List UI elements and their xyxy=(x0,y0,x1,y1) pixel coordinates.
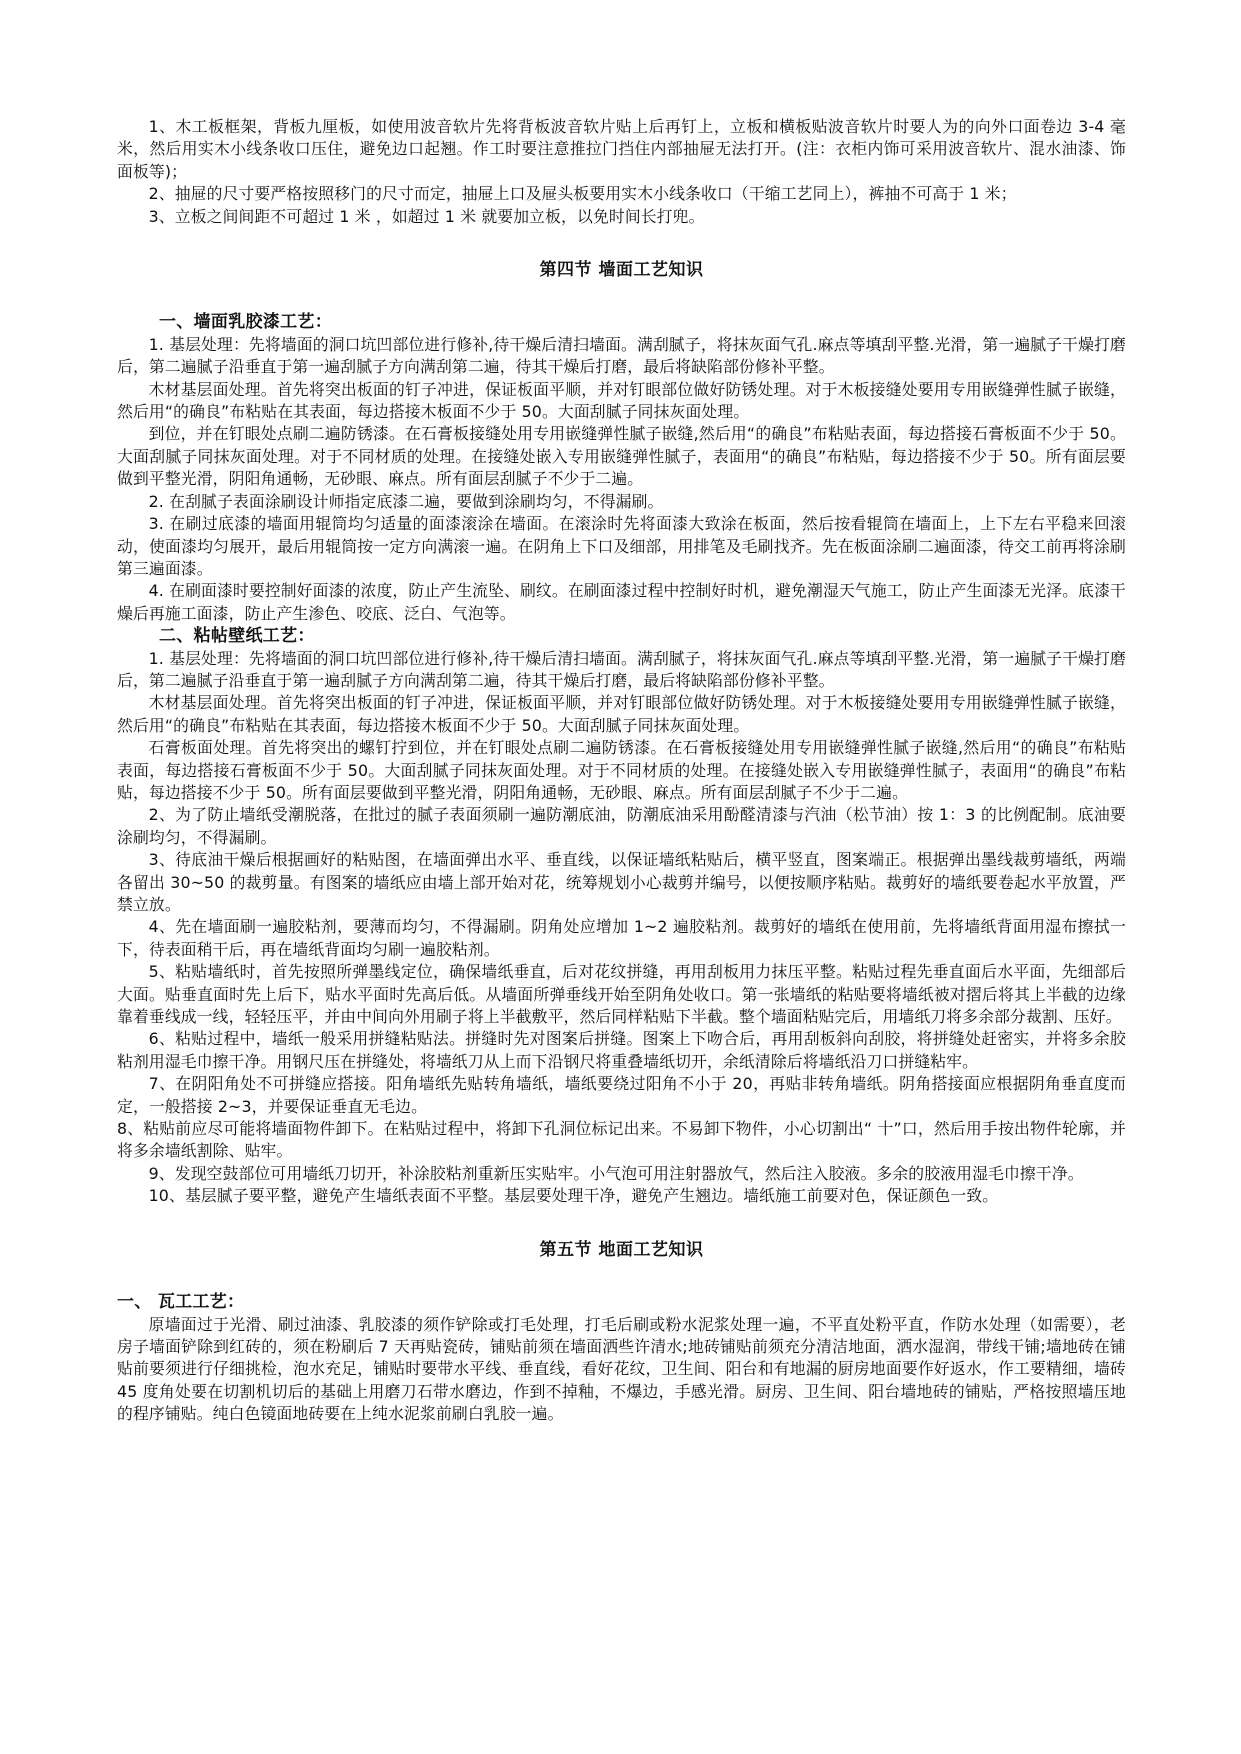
paragraph: 3、待底油干燥后根据画好的粘贴图，在墙面弹出水平、垂直线，以保证墙纸粘贴后，横平竖直，图案端正。根据弹出墨线裁剪墙纸，两端各留出 30~50 的裁剪量。有图案的墙纸应由墙上部开始对花，统筹规划小心裁剪并编号，以便按顺序粘贴。裁剪好的墙纸要卷起水平放置，严禁立放。 xyxy=(117,850,1126,914)
paragraph: 1. 基层处理：先将墙面的洞口坑凹部位进行修补,待干燥后清扫墙面。满刮腻子，将抹灰面气孔.麻点等填刮平整.光滑，第一遍腻子干燥打磨后，第二遍腻子沿垂直于第一遍刮腻子方向满刮第二遍，待其干燥后打磨，最后将缺陷部份修补平整。 xyxy=(117,334,1126,377)
paragraph: 石膏板面处理。首先将突出的螺钉拧到位，并在钉眼处点刷二遍防锈漆。在石膏板接缝处用专用嵌缝弹性腻子嵌缝,然后用“的确良”布粘贴表面，每边搭接石膏板面不少于 50。大面刮腻子同抹灰面处理。对于不同材质的处理。在接缝处嵌入专用嵌缝弹性腻子，表面用“的确良”布粘贴，每边搭接不少于 50。所有面层要做到平整光滑，阴阳角通畅，无砂眼、麻点。所有面层刮腻子不少于二遍。 xyxy=(117,738,1126,802)
paragraph: 3. 在刷过底漆的墙面用辊筒均匀适量的面漆滚涂在墙面。在滚涂时先将面漆大致涂在板面，然后按看辊筒在墙面上，上下左右平稳来回滚动，使面漆均匀展开，最后用辊筒按一定方向满滚一遍。在阴角上下口及细部，用排笔及毛刷找齐。先在板面涂刷二遍面漆，待交工前再将涂刷第三遍面漆。 xyxy=(117,514,1126,578)
section-title-wall: 第四节 墙面工艺知识 xyxy=(539,260,704,281)
paragraph: 2. 在刮腻子表面涂刷设计师指定底漆二遍，要做到涂刷均匀，不得漏刷。 xyxy=(148,491,664,511)
paragraph: 4、先在墙面刷一遍胶粘剂，要薄而均匀，不得漏刷。阴角处应增加 1~2 遍胶粘剂。裁剪好的墙纸在使用前，先将墙纸背面用湿布擦拭一下，待表面稍干后，再在墙纸背面均匀刷一遍胶粘剂。 xyxy=(117,917,1126,959)
cabinet-notes xyxy=(117,116,1126,228)
section-title-floor: 第五节 地面工艺知识 xyxy=(539,1239,704,1260)
subheading-tile-work: 一、 瓦工工艺： xyxy=(117,1292,245,1313)
paragraph: 木材基层面处理。首先将突出板面的钉子冲进，保证板面平顺，并对钉眼部位做好防锈处理。对于木板接缝处要用专用嵌缝弹性腻子嵌缝，然后用“的确良”布粘贴在其表面，每边搭接木板面不少于 50。大面刮腻子同抹灰面处理。 xyxy=(117,379,1126,422)
subheading-latex-paint: 一、墙面乳胶漆工艺： xyxy=(159,312,332,333)
paragraph: 9、发现空鼓部位可用墙纸刀切开，补涂胶粘剂重新压实贴牢。小气泡可用注射器放气，然后注入胶液。多余的胶液用湿毛巾擦干净。 xyxy=(148,1163,1084,1183)
paragraph: 2、为了防止墙纸受潮脱落，在批过的腻子表面须刷一遍防潮底油，防潮底油采用酚醛清漆与汽油（松节油）按 1：3 的比例配制。底油要涂刷均匀，不得漏刷。 xyxy=(117,805,1126,847)
paragraph: 6、粘贴过程中，墙纸一般采用拼缝粘贴法。拼缝时先对图案后拼缝。图案上下吻合后，再用刮板斜向刮胶，将拼缝处赶密实，并将多余胶粘剂用湿毛巾擦干净。用钢尺压在拼缝处，将墙纸刀从上而下沿钢尺将重叠墙纸切开，余纸清除后将墙纸沿刀口拼缝粘牢。 xyxy=(117,1029,1126,1071)
paragraph: 原墙面过于光滑、刷过油漆、乳胶漆的须作铲除或打毛处理，打毛后刷或粉水泥浆处理一遍，不平直处粉平直，作防水处理（如需要），老房子墙面铲除到红砖的，须在粉刷后 7 天再贴瓷砖，铺贴前须在墙面洒些许清水;地砖铺贴前须充分清洁地面，洒水湿润，带线干铺;墙地砖在铺贴前要须进行仔细挑检，泡水充足，铺贴时要带水平线、垂直线，看好花纹，卫生间、阳台和有地漏的厨房地面要作好返水，作工要精细，墙砖 45 度角处要在切割机切后的基础上用磨刀石带水磨边，作到不掉釉，不爆边，手感光滑。厨房、卫生间、阳台墙地砖的铺贴，严格按照墙压地的程序铺贴。纯白色镜面地砖要在上纯水泥浆前刷白乳胶一遍。 xyxy=(117,1314,1126,1424)
latex-paint-section xyxy=(117,334,1126,625)
paragraph: 7、在阴阳角处不可拼缝应搭接。阳角墙纸先贴转角墙纸，墙纸要绕过阳角不小于 20，再贴非转角墙纸。阴角搭接面应根据阴角垂直度而定，一般搭接 2~3，并要保证垂直无毛边。 xyxy=(117,1074,1126,1116)
paragraph: 2、抽屉的尺寸要严格按照移门的尺寸而定，抽屉上口及屉头板要用实木小线条收口（干缩工艺同上），裤抽不可高于 1 米； xyxy=(148,184,1017,204)
paragraph: 1. 基层处理：先将墙面的洞口坑凹部位进行修补,待干燥后清扫墙面。满刮腻子，将抹灰面气孔.麻点等填刮平整.光滑，第一遍腻子干燥打磨后，第二遍腻子沿垂直于第一遍刮腻子方向满刮第二遍，待其干燥后打磨，最后将缺陷部份修补平整。 xyxy=(117,648,1126,690)
paragraph: 1、木工板框架，背板九厘板，如使用波音软片先将背板波音软片贴上后再钉上，立板和横板贴波音软片时要人为的向外口面卷边 3-4 毫米，然后用实木小线条收口压住，避免边口起翘。作工时要注意推拉门挡住内部抽屉无法打开。(注：衣柜内饰可采用波音软片、混水油漆、饰面板等)； xyxy=(117,117,1126,181)
paragraph: 木材基层面处理。首先将突出板面的钉子冲进，保证板面平顺，并对钉眼部位做好防锈处理。对于木板接缝处要用专用嵌缝弹性腻子嵌缝，然后用“的确良”布粘贴在其表面，每边搭接木板面不少于 50。大面刮腻子同抹灰面处理。 xyxy=(117,693,1126,735)
paragraph: 5、粘贴墙纸时，首先按照所弹墨线定位，确保墙纸垂直，后对花纹拼缝，再用刮板用力抹压平整。粘贴过程先垂直面后水平面，先细部后大面。贴垂直面时先上后下，贴水平面时先高后低。从墙面所弹垂线开始至阴角处收口。第一张墙纸的粘贴要将墙纸被对摺后将其上半截的边缘靠着垂线成一线，轻轻压平，并由中间向外用刷子将上半截敷平，然后同样粘贴下半截。整个墙面粘贴完后，用墙纸刀将多余部分裁割、压好。 xyxy=(117,962,1126,1027)
paragraph: 8、粘贴前应尽可能将墙面物件卸下。在粘贴过程中，将卸下孔洞位标记出来。不易卸下物件，小心切割出“ 十”口，然后用手按出物件轮廓，并将多余墙纸割除、贴牢。 xyxy=(117,1119,1126,1161)
paragraph: 3、立板之间间距不可超过 1 米 ，如超过 1 米 就要加立板，以免时间长打兜。 xyxy=(148,206,705,226)
subheading-wallpaper: 二、粘帖壁纸工艺： xyxy=(159,626,315,647)
tile-work-section xyxy=(117,1314,1126,1426)
paragraph: 10、基层腻子要平整，避免产生墙纸表面不平整。基层要处理干净，避免产生翘边。墙纸施工前要对色，保证颜色一致。 xyxy=(148,1186,999,1206)
paragraph: 到位，并在钉眼处点刷二遍防锈漆。在石膏板接缝处用专用嵌缝弹性腻子嵌缝,然后用“的确良”布粘贴表面，每边搭接石膏板面不少于 50。大面刮腻子同抹灰面处理。对于不同材质的处理。在接缝处嵌入专用嵌缝弹性腻子，表面用“的确良”布粘贴，每边搭接不少于 50。所有面层要做到平整光滑，阴阳角通畅，无砂眼、麻点。所有面层刮腻子不少于二遍。 xyxy=(117,424,1126,489)
wallpaper-section xyxy=(117,648,1126,1208)
paragraph: 4. 在刷面漆时要控制好面漆的浓度，防止产生流坠、刷纹。在刷面漆过程中控制好时机，避免潮湿天气施工，防止产生面漆无光泽。底漆干燥后再施工面漆，防止产生渗色、咬底、泛白、气泡等。 xyxy=(117,581,1126,623)
